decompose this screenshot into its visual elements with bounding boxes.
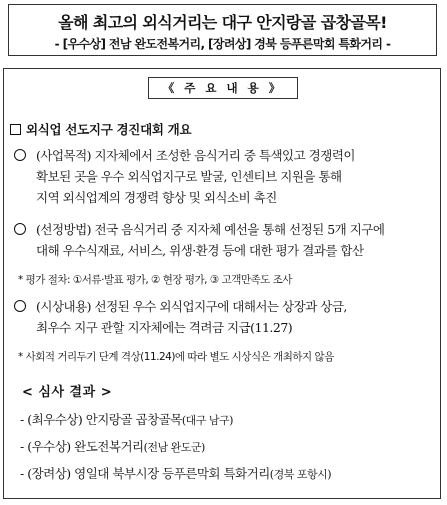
main-content-banner: 《 주 요 내 용 》 bbox=[148, 77, 298, 99]
bullet-line: (선정방법) 전국 음식거리 중 지자체 예선을 통해 선정된 5개 지구에 bbox=[36, 222, 385, 237]
bullet-line: 대해 우수식재료, 서비스, 위생·환경 등에 대한 평가 결과를 합산 bbox=[36, 243, 364, 258]
page-title: 올해 최고의 외식거리는 대구 안지랑골 곱창골목! bbox=[58, 13, 387, 32]
result-award: - (최우수상) 안지랑골 곱창골목 bbox=[20, 412, 182, 427]
square-bullet-icon bbox=[10, 124, 21, 135]
result-item-encouragement bbox=[20, 464, 331, 482]
result-award: - (장려상) 영일대 북부시장 등푸른막회 특화거리 bbox=[20, 466, 270, 481]
bullet-line: 확보된 곳을 우수 외식업지구로 발굴, 인센티브 지원을 통해 bbox=[36, 169, 342, 184]
bullet-method bbox=[14, 219, 438, 261]
result-award: - (우수상) 완도전복거리 bbox=[20, 439, 144, 454]
result-location: (전남 완도군) bbox=[143, 441, 205, 454]
result-location: (경북 포항시) bbox=[269, 468, 331, 481]
result-item-grand bbox=[20, 410, 233, 428]
circle-bullet-icon bbox=[14, 300, 26, 312]
circle-bullet-icon bbox=[14, 223, 26, 235]
page-subtitle: - [우수상] 전남 완도전복거리, [장려상] 경북 등푸른막회 특화거리 - bbox=[54, 37, 391, 51]
result-item-excellence bbox=[20, 437, 205, 455]
note-ceremony: * 사회적 거리두기 단계 격상(11.24)에 따라 별도 시상식은 개최하지 않음 bbox=[18, 351, 334, 363]
note-evaluation: * 평가 절차: ①서류·발표 평가, ② 현장 평가, ③ 고객만족도 조사 bbox=[18, 274, 292, 286]
bullet-purpose bbox=[14, 145, 438, 208]
content-box bbox=[3, 68, 441, 499]
result-location: (대구 남구) bbox=[181, 414, 233, 427]
section-heading-text: 외식업 선도지구 경진대회 개요 bbox=[26, 122, 192, 137]
section-heading bbox=[10, 120, 191, 138]
bullet-line: 지역 외식업계의 경쟁력 향상 및 외식소비 촉진 bbox=[36, 190, 277, 205]
bullet-line: (시상내용) 선정된 우수 외식업지구에 대해서는 상장과 상금, bbox=[36, 299, 347, 314]
bullet-award bbox=[14, 296, 438, 338]
title-box bbox=[8, 4, 437, 56]
circle-bullet-icon bbox=[14, 149, 26, 161]
results-heading: < 심사 결과 > bbox=[22, 385, 113, 400]
bullet-line: 최우수 지구 관할 지자체에는 격려금 지급(11.27) bbox=[36, 320, 293, 335]
bullet-line: (사업목적) 지자체에서 조성한 음식거리 중 특색있고 경쟁력이 bbox=[36, 148, 355, 163]
